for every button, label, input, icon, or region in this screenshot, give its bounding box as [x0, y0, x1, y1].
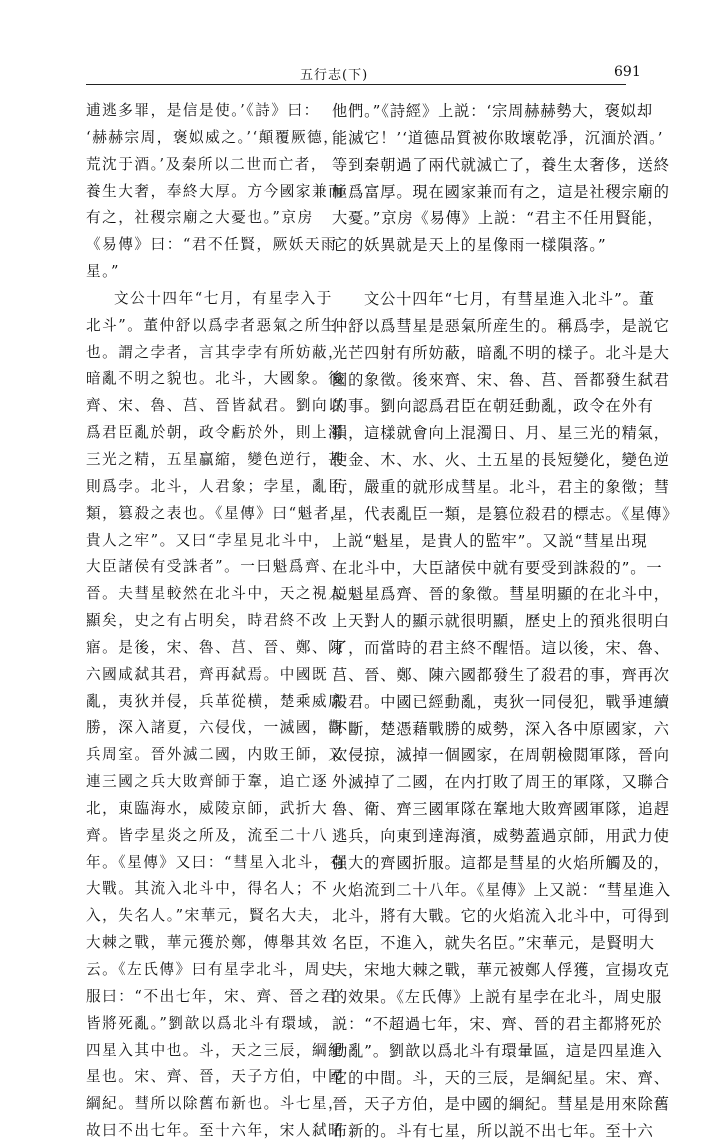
- text-line: 上説“魁星，是貴人的監牢”。又説“彗星出現: [332, 531, 648, 550]
- text-line: 國的象徵。後來齊、宋、魯、莒、晉都發生弑君: [332, 370, 670, 389]
- text-line: 逃兵，向東到達海濱，威勢蓋過京師，用武力使: [332, 826, 670, 845]
- text-line: 暗亂不明之貌也。北斗，大國象。後: [86, 370, 345, 388]
- text-line: 齊。皆孛星炎之所及，流至二十八: [86, 826, 329, 844]
- text-line: 齊、宋、魯、莒、晉皆弑君。劉向以: [86, 397, 345, 415]
- text-line: 了，而當時的君主終不醒悟。這以後，宋、魯、: [332, 639, 670, 658]
- text-line: 光芒四射有所妨蔽，暗亂不明的樣子。北斗是大: [332, 343, 670, 362]
- text-line: 寤。是後，宋、魯、莒、晉、鄭、陳: [86, 638, 345, 656]
- text-line: 六國咸弑其君，齊再弑焉。中國既: [86, 665, 329, 683]
- text-line: 星。”: [86, 263, 120, 281]
- text-line: 强大的齊國折服。這都是彗星的火焰所觸及的，: [332, 853, 670, 872]
- text-line: 能滅它！’‘道德品質被你敗壞乾凈，沉湎於酒。’: [332, 128, 664, 147]
- text-line: 外滅掉了二國，在内打敗了周王的軍隊，又聯合: [332, 773, 670, 792]
- text-line: 連三國之兵大敗齊師于鞌，追亡逐: [86, 773, 329, 791]
- text-line: 有之，社稷宗廟之大憂也。”京房: [86, 209, 314, 227]
- header-rule: [86, 84, 626, 85]
- text-line: 它的妖異就是天上的星像雨一樣隕落。”: [332, 236, 607, 255]
- page-number: 691: [614, 64, 641, 80]
- text-line: 不斷，楚憑藉戰勝的威勢，深入各中原國家，六: [332, 719, 670, 738]
- text-line: 損，這樣就會向上混濁日、月、星三光的精氣，: [332, 424, 670, 443]
- text-line: 綱紀。彗所以除舊布新也。斗七星，: [86, 1095, 345, 1113]
- text-line: 大憂。”京房《易傳》上説：“君主不任用賢能，: [332, 209, 664, 228]
- text-line: ‘赫赫宗周，褒姒威之。’‘顛覆厥德，: [86, 128, 340, 146]
- text-line: 北斗，將有大戰。它的火焰流入北斗中，可得到: [332, 907, 670, 926]
- text-line: 的效果。《左氏傳》上説有星孛在北斗，周史服: [332, 988, 663, 1006]
- text-line: 使金、木、水、火、土五星的長短變化，變色逆: [332, 451, 670, 470]
- page-header: [0, 58, 716, 84]
- text-line: 大棘之戰，華元獲於鄭，傳舉其效: [86, 934, 329, 952]
- text-line: 逋逃多罪，是信是使。’《詩》曰：: [86, 102, 320, 119]
- text-line: 星也。宋、齊、晉，天子方伯，中國: [86, 1068, 345, 1086]
- text-line: 《易傳》曰：“君不任賢，厥妖天雨: [86, 236, 338, 254]
- text-line: 故曰不出七年。至十六年，宋人弑昭: [86, 1122, 345, 1140]
- text-line: 動亂”。劉歆以爲北斗有環暈區，這是四星進入: [332, 1041, 663, 1060]
- text-line: 北，東臨海水，威陵京師，武折大: [86, 799, 329, 817]
- text-line: 文公十四年“七月，有彗星進入北斗”。董: [364, 290, 655, 309]
- text-line: 星，代表亂臣一類，是篡位殺君的標志。《星傳》: [332, 504, 679, 523]
- text-line: 次侵掠，滅掉一個國家，在周朝檢閲軍隊，晉向: [332, 746, 670, 765]
- text-line: 顯矣，史之有占明矣，時君終不改: [86, 612, 329, 630]
- text-line: 説：“不超過七年，宋、齊、晉的君主都將死於: [332, 1014, 663, 1033]
- text-line: 在北斗中，大臣諸侯中就有要受到誅殺的”。一: [332, 558, 663, 577]
- text-line: 仲舒以爲彗星是惡氣所産生的。稱爲孛，是説它: [332, 316, 670, 335]
- text-line: 兵周室。晉外滅二國，内敗王師，又: [86, 746, 345, 764]
- text-line: 皆將死亂。”劉歆以爲北斗有環域，: [86, 1014, 330, 1032]
- text-line: 入，失名人。”宋華元，賢名大夫，: [86, 907, 330, 925]
- text-line: 養生大奢，奉終大厚。方今國家兼而: [86, 182, 345, 200]
- text-line: 則爲孛。北斗，人君象；孛星，亂臣: [86, 477, 345, 495]
- text-line: 大戰。其流入北斗中，得名人；不: [86, 880, 329, 898]
- text-line: 荒沈于酒。’及秦所以二世而亡者，: [86, 155, 328, 173]
- text-line: 殺君。中國已經動亂，夷狄一同侵犯，戰爭連續: [332, 692, 670, 711]
- running-title: 五行志(下): [300, 68, 369, 83]
- right-column-translation: [332, 98, 679, 1145]
- text-line: 莒、晉、鄭、陳六國都發生了殺君的事，齊再次: [332, 665, 670, 684]
- text-line: 等到秦朝過了兩代就滅亡了，養生太奢侈，送終: [332, 155, 670, 174]
- text-line: 魯、衛、齊三國軍隊在鞌地大敗齊國軍隊，追趕: [332, 800, 670, 819]
- text-line: 夫，宋地大棘之戰，華元被鄭人俘獲，宣揚攻克: [332, 961, 670, 980]
- text-line: 貴人之牢”。又曰“孛星見北斗中，: [86, 531, 331, 549]
- text-line: 上天對人的顯示就很明顯，歷史上的預兆很明白: [332, 612, 670, 631]
- text-line: 亂，夷狄并侵，兵革從横，楚乘威席: [86, 692, 345, 710]
- text-line: 三光之精，五星贏縮，變色逆行，甚: [86, 450, 345, 468]
- text-line: 晉。夫彗星較然在北斗中，天之視人: [86, 585, 345, 603]
- text-line: 大臣諸侯有受誅者”。一曰魁爲齊、: [86, 558, 338, 576]
- text-line: 文公十四年“七月，有星孛入于: [114, 289, 333, 307]
- text-line: 北斗”。董仲舒以爲孛者惡氣之所生: [86, 316, 338, 334]
- text-line: 勝，深入諸夏，六侵伐，一滅國，觀: [86, 719, 345, 737]
- left-column-original-text: [86, 98, 347, 1145]
- text-line: 四星入其中也。斗，天之三辰，綱紀: [86, 1041, 345, 1059]
- text-line: 年。《星傳》又曰：“彗星入北斗，有: [86, 853, 347, 871]
- text-line: 晉，天子方伯，是中國的綱紀。彗星是用來除舊: [332, 1095, 670, 1114]
- text-line: 它的中間。斗，天的三辰，是綱紀星。宋、齊、: [332, 1068, 670, 1087]
- text-line: 類，篡殺之表也。《星傳》曰“魁者，: [86, 504, 347, 522]
- text-line: 極爲富厚。現在國家兼而有之，這是社稷宗廟的: [332, 182, 670, 201]
- text-line: 行，嚴重的就形成彗星。北斗，君主的象徵；彗: [332, 477, 670, 496]
- text-line: 布新的。斗有七星，所以説不出七年。至十六: [332, 1122, 654, 1141]
- text-line: 他們。”《詩經》上説：‘宗周赫赫勢大，褒姒却: [332, 102, 653, 120]
- text-line: 説魁星爲齊、晉的象徵。彗星明顯的在北斗中，: [332, 585, 670, 604]
- text-line: 也。謂之孛者，言其孛孛有所妨蔽，: [86, 343, 345, 361]
- text-line: 的事。劉向認爲君臣在朝廷動亂，政令在外有: [332, 397, 654, 416]
- text-line: 名臣，不進入，就失名臣。”宋華元，是賢明大: [332, 934, 655, 953]
- text-line: 服曰：“不出七年，宋、齊、晉之君: [86, 987, 338, 1005]
- text-line: 爲君臣亂於朝，政令虧於外，則上濁: [86, 424, 345, 442]
- text-line: 火焰流到二十八年。《星傳》上又説：“彗星進入: [332, 880, 671, 899]
- paragraph-gap: [332, 259, 632, 286]
- text-line: 云。《左氏傳》曰有星孛北斗，周史: [86, 961, 338, 978]
